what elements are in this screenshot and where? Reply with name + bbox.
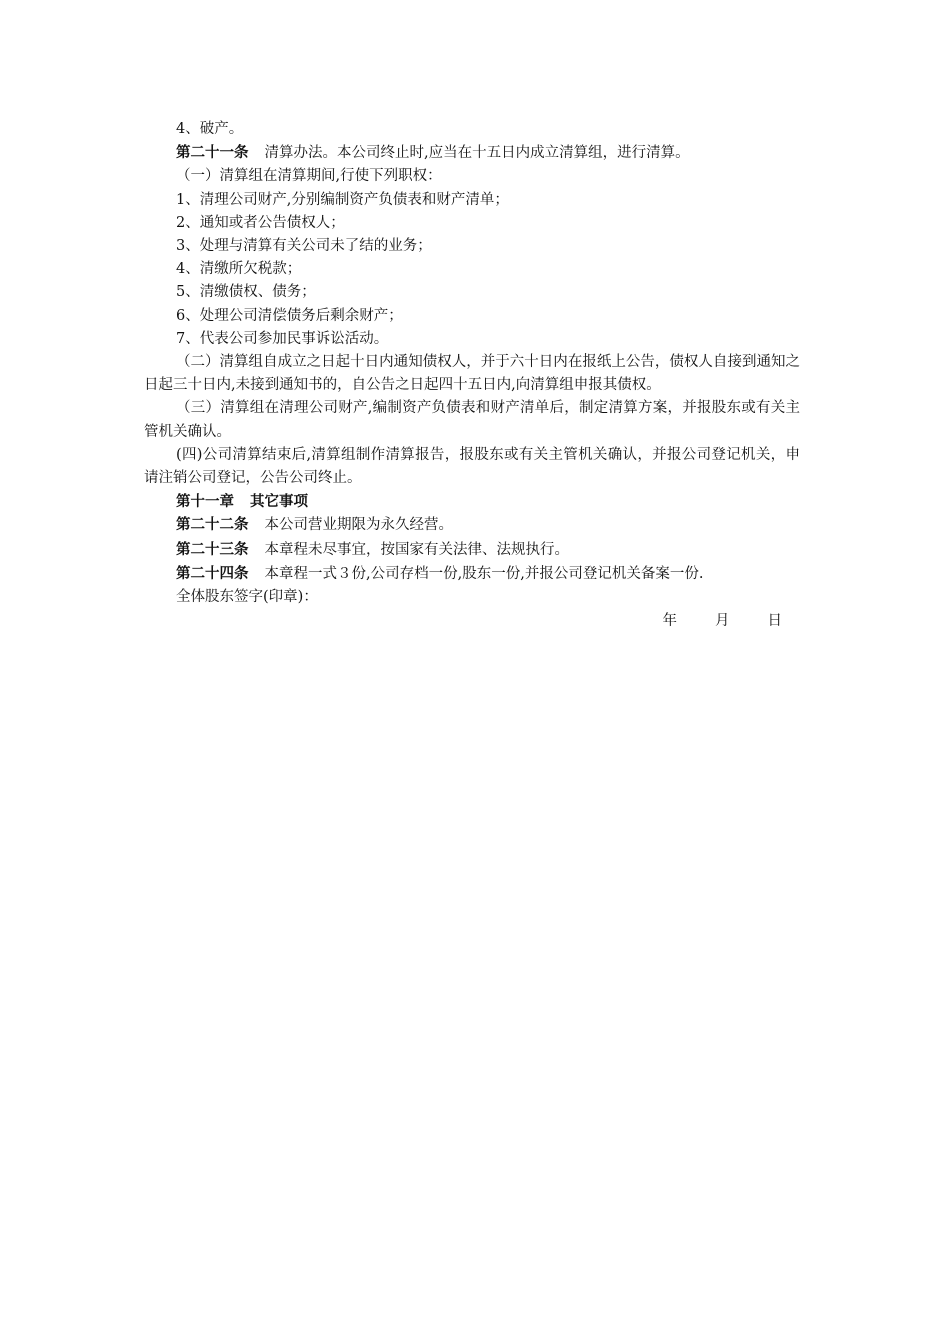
article-22-text: 本公司营业期限为永久经营。 xyxy=(264,517,453,534)
duty-item-3: 3、处理与清算有关公司未了结的业务； xyxy=(176,238,432,255)
section-1-intro: （一）清算组在清算期间,行使下列职权： xyxy=(176,168,442,185)
article-24 xyxy=(144,562,800,586)
duty-item-2: 2、通知或者公告债权人； xyxy=(176,214,345,231)
article-23-title: 第二十三条 xyxy=(176,540,249,558)
duty-item-1: 1、清理公司财产,分别编制资产负债表和财产清单； xyxy=(176,191,509,208)
section-3-paragraph: （三）清算组在清理公司财产,编制资产负债表和财产清单后，制定清算方案，并报股东或有关主管机关确认。 xyxy=(144,400,800,440)
section-2-paragraph: （二）清算组自成立之日起十日内通知债权人，并于六十日内在报纸上公告，债权人自接到通知之日起三十日内,未接到通知书的，自公告之日起四十五日内,向清算组申报其债权。 xyxy=(144,354,800,394)
article-24-title: 第二十四条 xyxy=(176,564,249,582)
date-year: 年 xyxy=(662,613,677,630)
duty-item-5: 5、清缴债权、债务； xyxy=(176,284,316,301)
signature-label: 全体股东签字(印章)： xyxy=(176,589,318,606)
chapter-11-title: 其它事项 xyxy=(250,493,308,511)
article-21-text: 清算办法。本公司终止时,应当在十五日内成立清算组，进行清算。 xyxy=(264,145,690,162)
list-item-bankruptcy: 4、破产。 xyxy=(176,121,244,137)
duty-item-7: 7、代表公司参加民事诉讼活动。 xyxy=(176,330,389,347)
article-24-text: 本章程一式３份,公司存档一份,股东一份,并报公司登记机关备案一份. xyxy=(264,565,704,582)
article-23 xyxy=(144,538,800,562)
article-22 xyxy=(144,513,800,537)
chapter-11-number: 第十一章 xyxy=(176,493,234,511)
date-month: 月 xyxy=(715,613,730,630)
duty-item-4: 4、清缴所欠税款； xyxy=(176,261,302,278)
document-body xyxy=(144,118,800,633)
article-21 xyxy=(144,141,800,165)
duty-item-6: 6、处理公司清偿债务后剩余财产； xyxy=(176,307,403,324)
article-23-text: 本章程未尽事宜，按国家有关法律、法规执行。 xyxy=(264,541,569,558)
article-22-title: 第二十二条 xyxy=(176,516,249,534)
section-4-paragraph: (四)公司清算结束后,清算组制作清算报告，报股东或有关主管机关确认，并报公司登记机关，申请注销公司登记，公告公司终止。 xyxy=(144,446,800,487)
article-21-title: 第二十一条 xyxy=(176,144,249,162)
date-day: 日 xyxy=(767,613,782,630)
chapter-11-heading xyxy=(144,490,800,513)
date-line xyxy=(144,610,800,633)
